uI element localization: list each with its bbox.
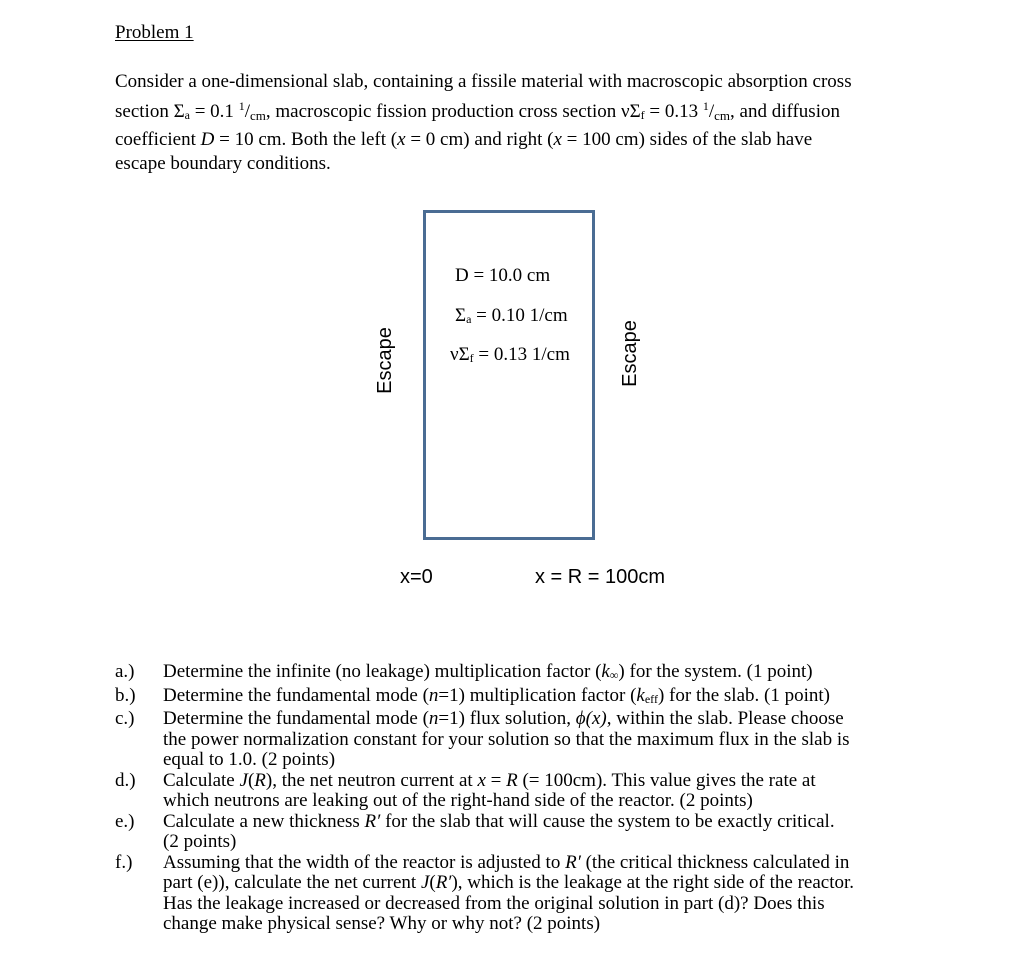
question-f-label: f.) <box>115 851 133 873</box>
absorption-cross-section-label: Σa = 0.10 1/cm <box>455 305 568 326</box>
escape-left-label: Escape <box>373 327 396 394</box>
question-b-label: b.) <box>115 684 136 706</box>
diffusion-coefficient-label: D = 10.0 cm <box>455 265 551 286</box>
question-e-label: e.) <box>115 810 135 832</box>
statement-line-1: Consider a one-dimensional slab, containing a fissile material with macroscopic absorption cross <box>115 71 852 92</box>
problem-title: Problem 1 <box>115 22 194 43</box>
question-a-label: a.) <box>115 661 135 682</box>
statement-line-4: escape boundary conditions. <box>115 153 331 174</box>
question-b: b.) Determine the fundamental mode (n=1) multiplication factor (keff) for the slab. (1 point) <box>115 686 935 710</box>
question-a: a.) Determine the infinite (no leakage) multiplication factor (k∞) for the system. (1 point) <box>115 662 935 686</box>
escape-right-label: Escape <box>618 320 641 387</box>
question-list <box>115 662 935 935</box>
statement-line-3: coefficient D = 10 cm. Both the left (x = 0 cm) and right (x = 100 cm) sides of the slab have <box>115 129 813 150</box>
fission-cross-section-label: νΣf = 0.13 1/cm <box>450 344 570 365</box>
question-e: e.) Calculate a new thickness R′ for the slab that will cause the system to be exactly critical. (2 points) <box>115 810 835 852</box>
question-c-label: c.) <box>115 708 135 729</box>
x-right-label: x = R = 100cm <box>535 566 666 588</box>
slab-diagram <box>423 210 595 540</box>
x-left-label: x=0 <box>400 566 433 588</box>
question-d-label: d.) <box>115 769 136 791</box>
question-c: c.) Determine the fundamental mode (n=1) flux solution, ϕ(x), within the slab. Please choose the power normalization constant for your solution so that the maximum flux in the slab is equal to 1.0. (2 points) <box>115 708 850 770</box>
question-f: f.) Assuming that the width of the reactor is adjusted to R′ (the critical thickness calculated in part (e)), calculate the net current J(R′), which is the leakage at the right side of the reactor. Has the leakage increased or decreased from the original solution in part (d)? Does this change make physical sense? Why or why not? (2 points) <box>115 851 855 934</box>
problem-statement <box>115 70 945 176</box>
statement-line-2: section Σa = 0.1 $^1$/cm, macroscopic fission production cross section νΣf = 0.13 $^1$/cm, and diffusion <box>115 99 840 123</box>
question-d: d.) Calculate J(R), the net neutron current at x = R (= 100cm). This value gives the rate at which neutrons are leaking out of the right-hand side of the reactor. (2 points) <box>115 769 816 811</box>
